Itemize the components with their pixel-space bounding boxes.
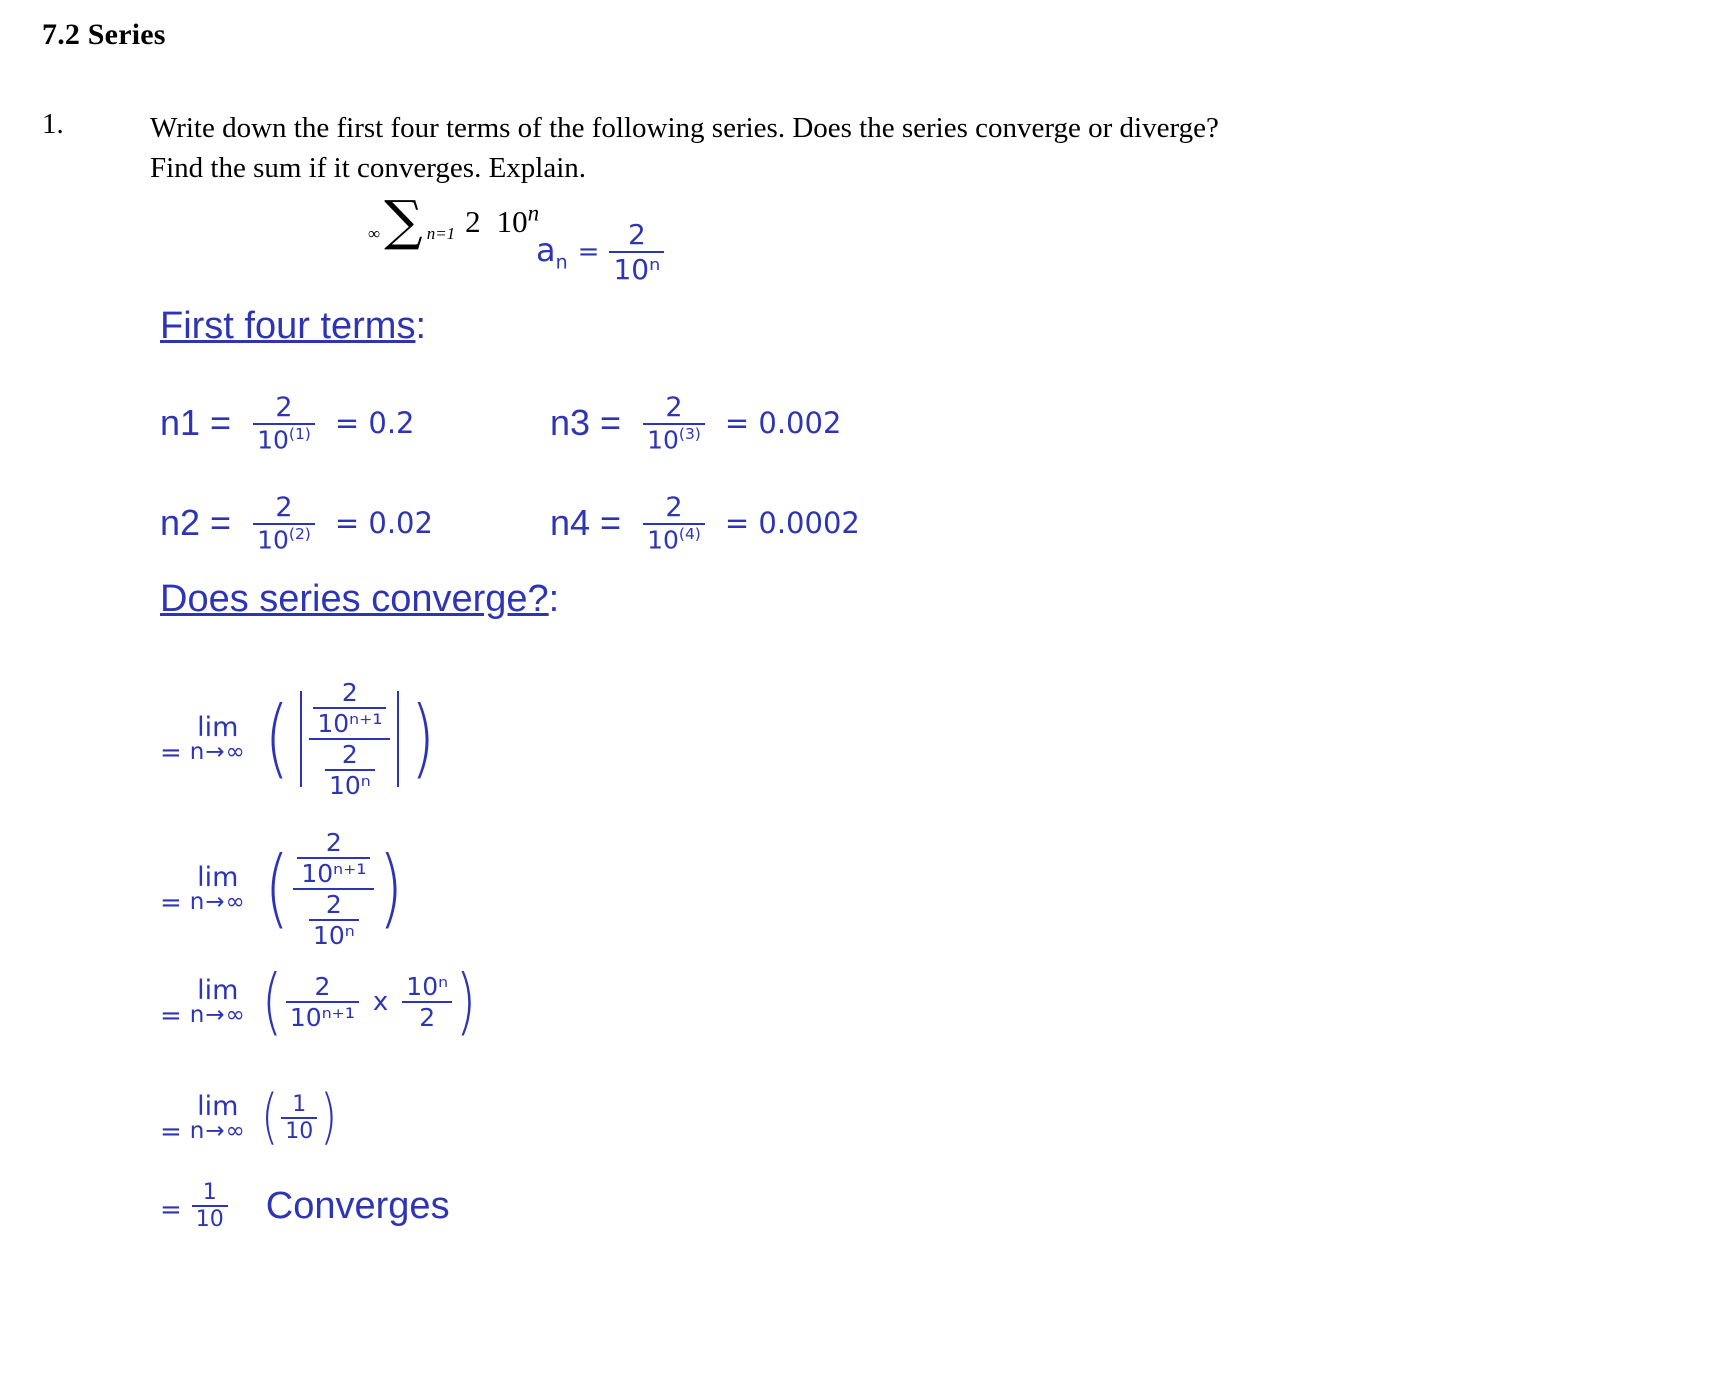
- term-label: n4 =: [550, 502, 622, 544]
- equals-sign: =: [160, 738, 182, 768]
- right-fraction: 10ⁿ 2: [402, 972, 452, 1032]
- equals-sign: =: [160, 888, 182, 918]
- open-paren: (: [264, 688, 289, 789]
- series-expression: [368, 189, 545, 252]
- series-numerator: 2: [465, 204, 481, 240]
- abs-bar-left: [300, 691, 302, 787]
- open-paren: (: [261, 1082, 278, 1153]
- question-text: [150, 108, 1700, 188]
- close-paren: ): [379, 838, 404, 939]
- term-result: = 0.0002: [724, 506, 860, 541]
- conclusion-word: Converges: [265, 1184, 450, 1227]
- term-label: n1 =: [160, 402, 232, 444]
- equals-sign: =: [160, 1117, 182, 1147]
- close-paren: ): [320, 1082, 338, 1153]
- an-equals: =: [577, 237, 600, 267]
- an-definition: [536, 218, 664, 286]
- fraction-top: $\frac{2}{\text{10ⁿ⁺¹}}$: [309, 678, 390, 738]
- limit-operator: lim n→∞: [189, 712, 246, 765]
- limit-step-3: [160, 959, 480, 1044]
- sigma-upper-limit: ∞: [368, 224, 381, 243]
- an-label: $a_n$: [536, 230, 568, 274]
- sigma-lower-limit: n=1: [426, 224, 456, 243]
- term-fraction: 2 10$^{(2)}$: [253, 492, 315, 554]
- equals-sign: =: [160, 1001, 182, 1031]
- limit-step-1: [160, 678, 440, 800]
- term-fraction: 2 10$^{(4)}$: [643, 492, 705, 554]
- term-label: n2 =: [160, 502, 232, 544]
- equals-sign: =: [160, 1195, 182, 1225]
- open-paren: (: [264, 838, 289, 939]
- term-n3: [550, 392, 841, 454]
- complex-fraction: [293, 828, 374, 950]
- sigma-glyph: ∑: [384, 189, 423, 252]
- abs-bar-right: [397, 691, 399, 787]
- heading-first-four-terms: First four terms:: [160, 305, 427, 347]
- an-fraction: 2 10ⁿ: [609, 218, 664, 286]
- multiplication-sign: x: [372, 987, 389, 1017]
- limit-operator: lim n→∞: [189, 975, 246, 1028]
- close-paren: ): [411, 688, 436, 789]
- open-paren: (: [261, 959, 282, 1044]
- fraction-bottom: $\frac{2}{\text{10ⁿ}}$: [293, 890, 374, 950]
- series-denominator: 10$^n$: [496, 200, 540, 240]
- term-n1: [160, 392, 415, 454]
- complex-fraction: [309, 678, 390, 800]
- heading-does-series-converge: Does series converge?:: [160, 578, 560, 620]
- question-text-line1: Write down the first four terms of the following series. Does the series converge or diverge?: [150, 112, 1219, 144]
- conclusion: [160, 1180, 450, 1232]
- term-n2: [160, 492, 433, 554]
- conclusion-fraction: 1 10: [192, 1180, 228, 1232]
- result-fraction: 1 10: [281, 1092, 317, 1144]
- page-title: 7.2 Series: [42, 18, 166, 51]
- question-text-line2: Find the sum if it converges. Explain.: [150, 152, 587, 185]
- limit-operator: lim n→∞: [189, 862, 246, 915]
- fraction-bottom: $\frac{2}{\text{10ⁿ}}$: [309, 740, 390, 800]
- term-n4: [550, 492, 860, 554]
- limit-step-4: [160, 1082, 341, 1153]
- close-paren: ): [456, 959, 477, 1044]
- series-fraction: [459, 197, 545, 239]
- term-result: = 0.2: [334, 406, 415, 441]
- term-result: = 0.02: [334, 506, 433, 541]
- limit-operator: lim n→∞: [189, 1091, 246, 1144]
- term-label: n3 =: [550, 402, 622, 444]
- fraction-top: $\frac{2}{\text{10ⁿ⁺¹}}$: [293, 828, 374, 888]
- left-fraction: 2 10ⁿ⁺¹: [286, 972, 359, 1032]
- question-number: 1.: [42, 108, 64, 140]
- limit-step-2: [160, 828, 408, 950]
- sigma-symbol: [368, 189, 456, 252]
- term-fraction: 2 10$^{(3)}$: [643, 392, 705, 454]
- term-fraction: 2 10$^{(1)}$: [253, 392, 315, 454]
- term-result: = 0.002: [724, 406, 842, 441]
